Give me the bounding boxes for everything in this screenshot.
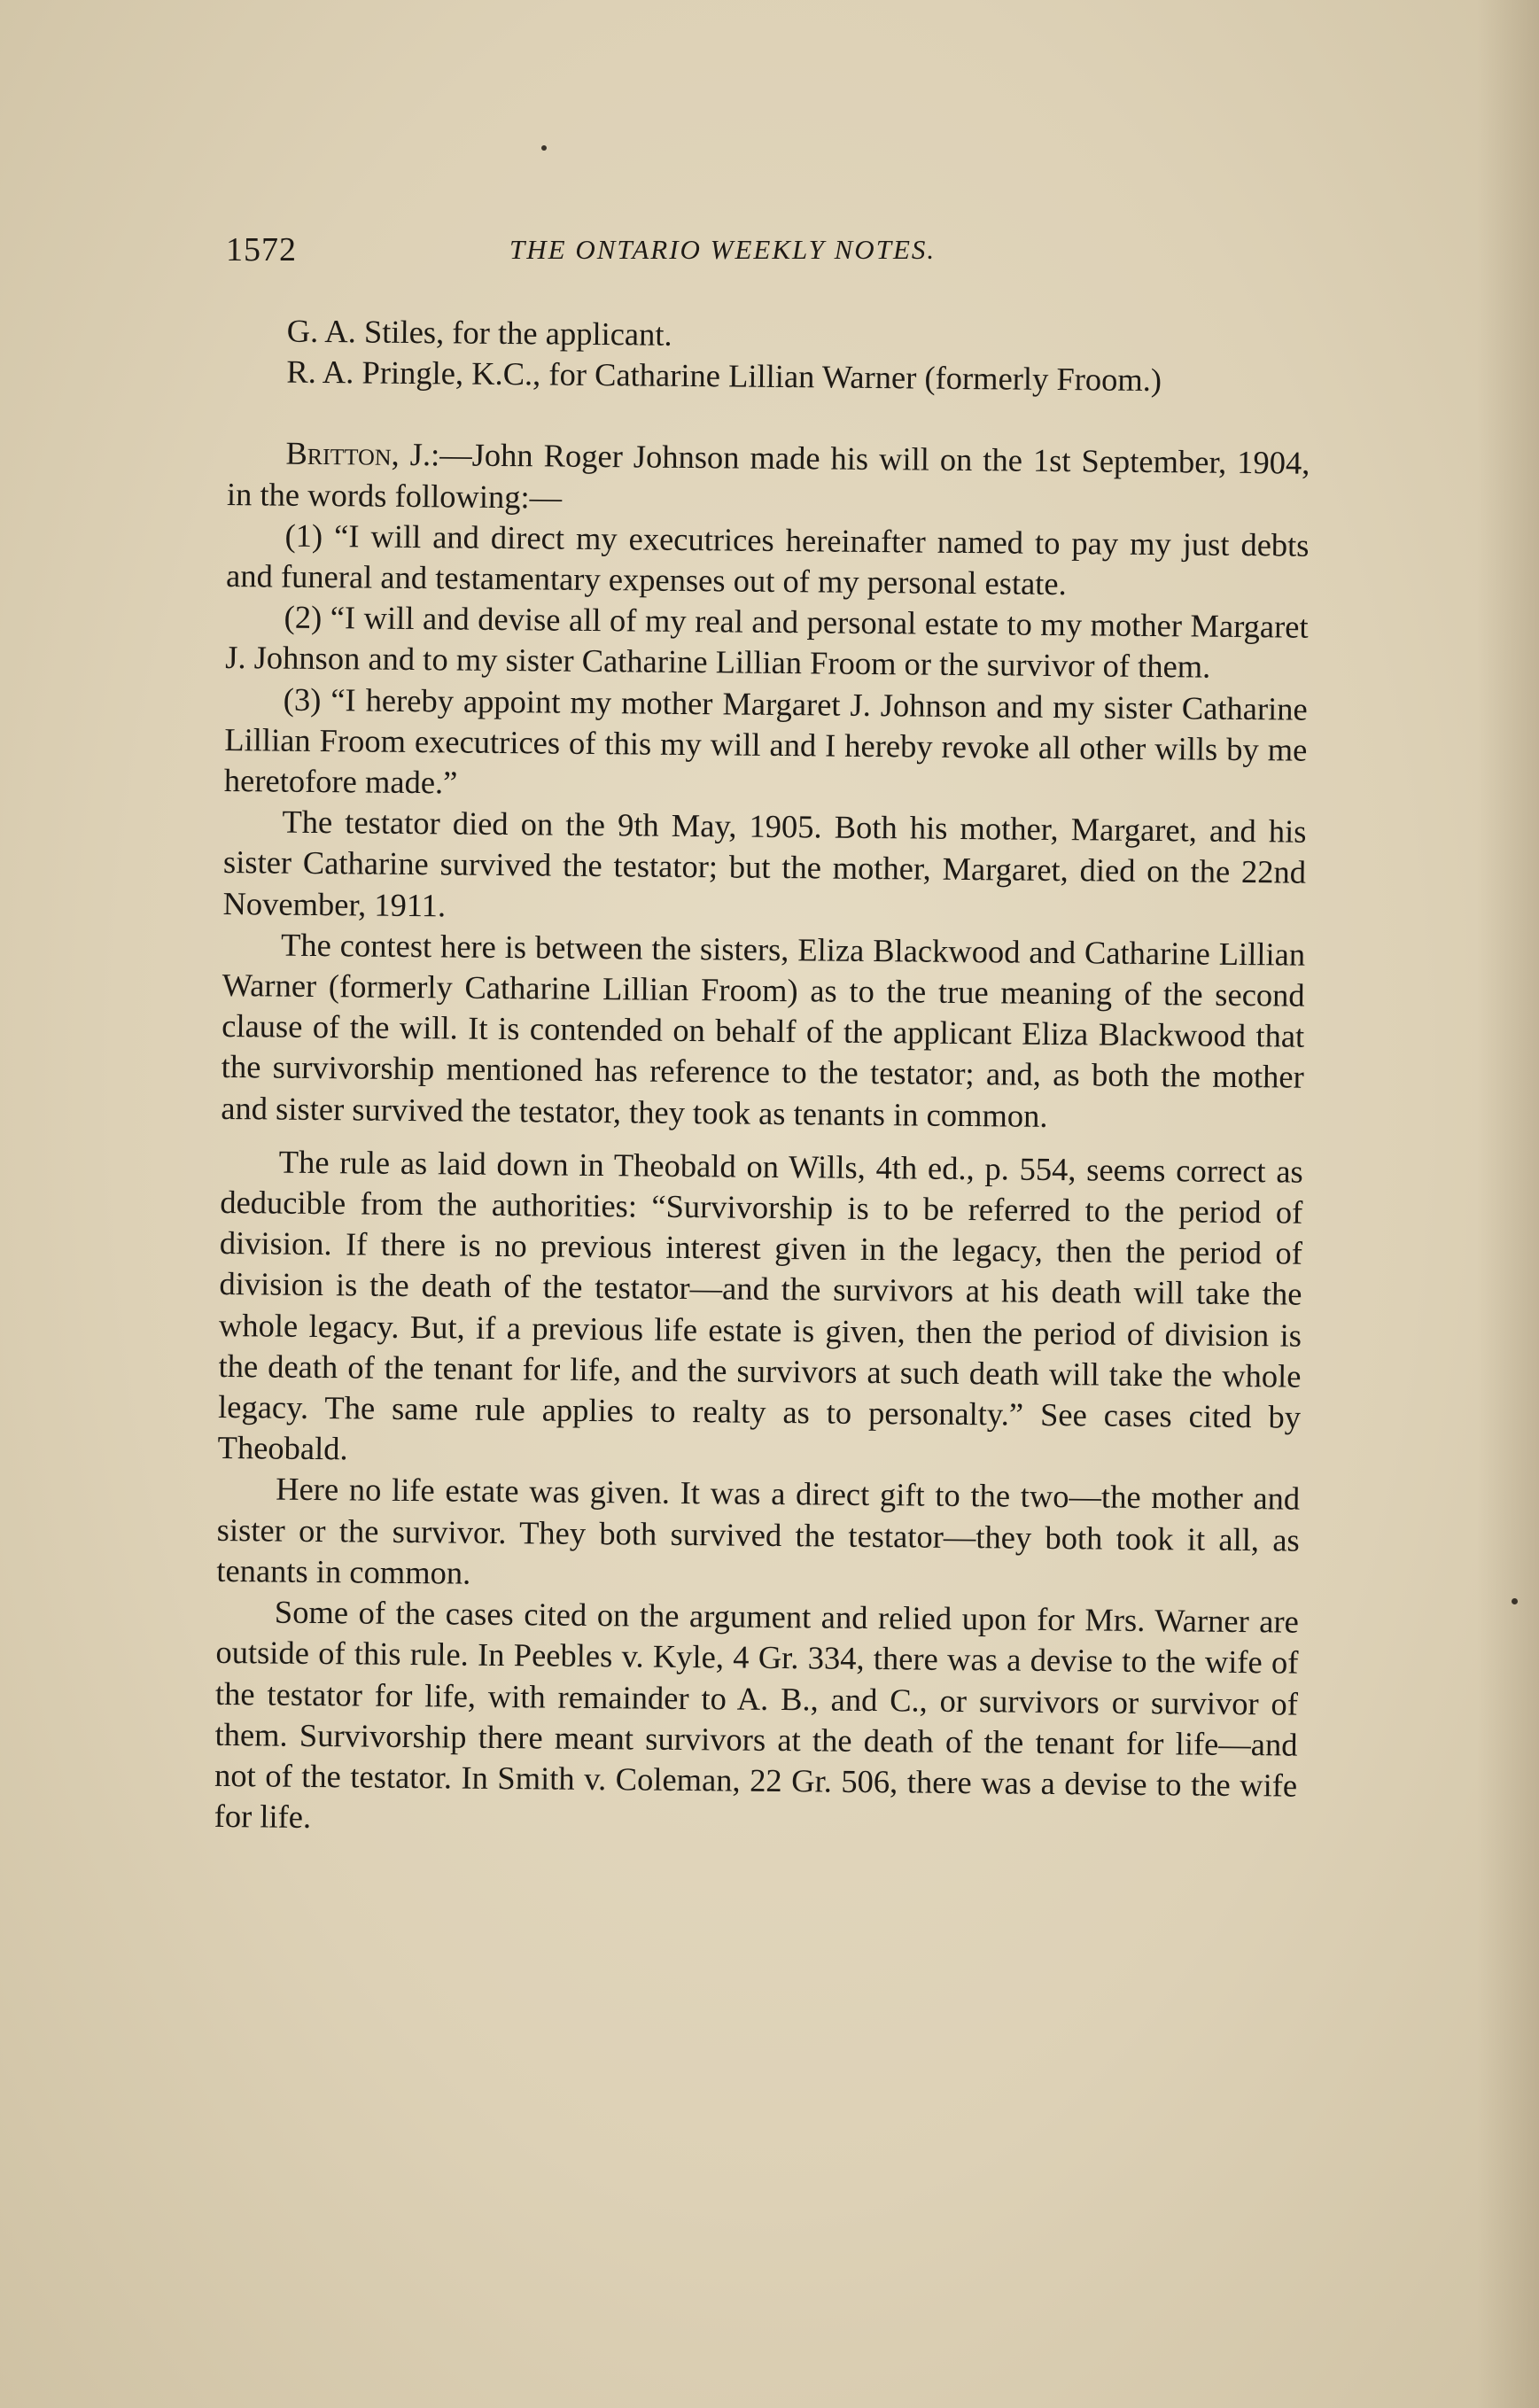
page-number: 1572: [226, 231, 297, 268]
counsel-line: R. A. Pringle, K.C., for Catharine Lillian Warner (formerly Froom.): [286, 353, 1162, 399]
will-clause: (2) “I will and devise all of my real and personal estate to my mother Margaret J. Johnson and to my sister Catharine Lillian Froom or the survivor of them.: [225, 598, 1309, 686]
paragraph: Here no life estate was given. It was a direct gift to the two—the mother and sister or the survivor. They both survived the testator—they both took it all, as tenants in common.: [216, 1471, 1301, 1591]
ink-speck: [1512, 1598, 1518, 1604]
paragraph: The contest here is between the sisters, Eliza Blackwood and Catharine Lillian Warner (formerly Catharine Lillian Froom) as to the true meaning of the second clause of the will. It is contended on behalf of the applicant Eliza Blackwood that the survivorship mentioned has reference to the testator; and, as both the mother and sister survived the testator, they took as tenants in common.: [221, 926, 1306, 1134]
will-clause: (3) “I hereby appoint my mother Margaret J. Johnson and my sister Catharine Lillian Froom executrices of this my will and I hereby revoke all other wills by me heretofore made.”: [223, 680, 1308, 801]
judge-name: Britton, J.: [285, 435, 431, 473]
will-clause: (1) “I will and direct my executrices hereinafter named to pay my just debts and funeral and testamentary expenses out of my personal estate.: [225, 517, 1310, 602]
paragraph: The rule as laid down in Theobald on Wills, 4th ed., p. 554, seems correct as deducible from the authorities: “Survivorship is to be referred to the period of division. If there is no previous interest given in the legacy, then the period of division is the death of the testator—and the survivors at his death will take the whole legacy. But, if a previous life estate is given, then the period of division is the death of the tenant for life, and the survivors at such death will take the whole legacy. The same rule applies to realty as to personalty.” See cases cited by Theobald.: [217, 1143, 1303, 1467]
paragraph: The testator died on the 9th May, 1905. Both his mother, Margaret, and his sister Catharine survived the testator; but the mother, Margaret, died on the 22nd November, 1911.: [222, 803, 1307, 924]
counsel-line: G. A. Stiles, for the applicant.: [286, 312, 672, 353]
page-edge-shadow: [1477, 0, 1539, 2408]
running-head-title: THE ONTARIO WEEKLY NOTES.: [509, 234, 937, 265]
judgment-opening: [227, 432, 1310, 524]
judgment-intro: :—John Roger Johnson made his will on the 1st September, 1904, in the words following:—: [226, 436, 1310, 516]
body-text: [214, 310, 1310, 1847]
running-header: [226, 230, 1023, 275]
ink-speck: [541, 145, 547, 151]
paragraph: Some of the cases cited on the argument and relied upon for Mrs. Warner are outside of this rule. In Peebles v. Kyle, 4 Gr. 334, there was a devise to the wife of the testator for life, with remainder to A. B., and C., or survivors or survivor of them. Survivorship there meant survivors at the death of the tenant for life—and not of the testator. In Smith v. Coleman, 22 Gr. 506, there was a devise to the wife for life.: [214, 1593, 1300, 1836]
